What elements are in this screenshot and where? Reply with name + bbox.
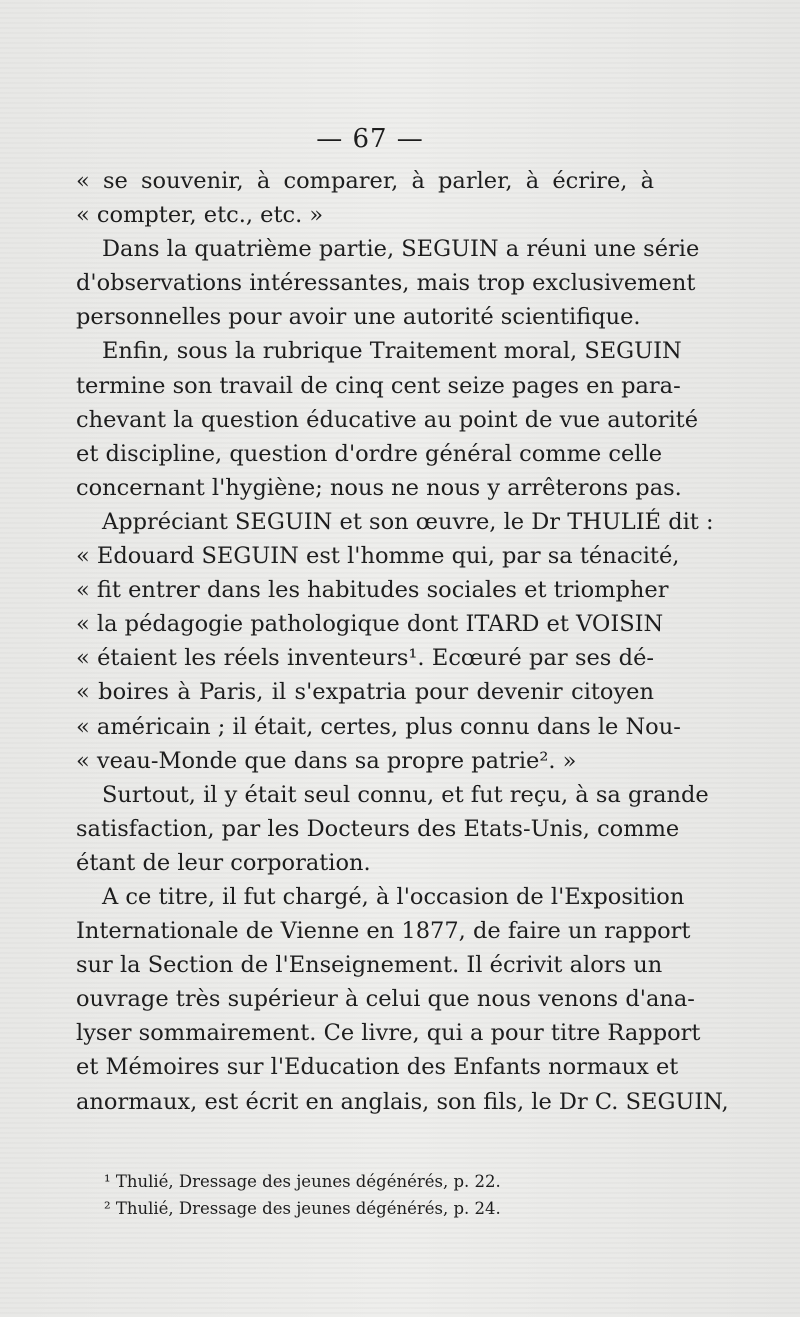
- text-line: chevant la question éducative au point de vue autorité: [76, 406, 699, 433]
- text-line: « veau-Monde que dans sa propre patrie². »: [76, 747, 577, 774]
- text-line: personnelles pour avoir une autorité scientifique.: [76, 304, 641, 331]
- text-line: anormaux, est écrit en anglais, son fils, le Dr C. SEGUIN,: [76, 1088, 729, 1115]
- text-line: concernant l'hygiène; nous ne nous y arrêterons pas.: [76, 474, 682, 501]
- text-line: Appréciant SEGUIN et son œuvre, le Dr THULIÉ dit :: [102, 508, 714, 535]
- text-line: et Mémoires sur l'Education des Enfants normaux et: [76, 1054, 679, 1081]
- text-line: et discipline, question d'ordre général comme celle: [76, 440, 663, 467]
- footnote-1: ¹ Thulié, Dressage des jeunes dégénérés, p. 22.: [104, 1172, 501, 1191]
- footnotes: [104, 1168, 624, 1222]
- text-line: « la pédagogie pathologique dont ITARD et VOISIN: [76, 611, 664, 638]
- text-line: d'observations intéressantes, mais trop exclusivement: [76, 270, 696, 297]
- text-line: « fit entrer dans les habitudes sociales et triompher: [76, 577, 669, 604]
- text-line: « se souvenir, à comparer, à parler, à écrire, à: [76, 168, 654, 194]
- text-line: « boires à Paris, il s'expatria pour devenir citoyen: [76, 679, 654, 706]
- text-line: « étaient les réels inventeurs¹. Ecœuré par ses dé-: [76, 645, 654, 672]
- text-line: ouvrage très supérieur à celui que nous venons d'ana-: [76, 986, 695, 1013]
- text-line: satisfaction, par les Docteurs des Etats-Unis, comme: [76, 815, 680, 842]
- text-line: Internationale de Vienne en 1877, de faire un rapport: [76, 918, 691, 945]
- text-line: étant de leur corporation.: [76, 849, 371, 876]
- text-line: Dans la quatrième partie, SEGUIN a réuni une série: [102, 236, 700, 263]
- page-number: — 67 —: [316, 124, 424, 154]
- text-line: sur la Section de l'Enseignement. Il écrivit alors un: [76, 952, 663, 979]
- text-line: termine son travail de cinq cent seize pages en para-: [76, 372, 681, 399]
- body-text: [76, 164, 729, 1119]
- text-line: A ce titre, il fut chargé, à l'occasion de l'Exposition: [102, 883, 685, 910]
- footnote-2: ² Thulié, Dressage des jeunes dégénérés, p. 24.: [104, 1199, 501, 1218]
- text-line: Enfin, sous la rubrique Traitement moral, SEGUIN: [102, 338, 682, 365]
- text-line: Surtout, il y était seul connu, et fut reçu, à sa grande: [102, 781, 709, 808]
- text-line: « compter, etc., etc. »: [76, 202, 324, 229]
- text-line: lyser sommairement. Ce livre, qui a pour titre Rapport: [76, 1020, 701, 1047]
- text-line: « américain ; il était, certes, plus connu dans le Nou-: [76, 713, 681, 740]
- text-line: « Edouard SEGUIN est l'homme qui, par sa ténacité,: [76, 543, 680, 570]
